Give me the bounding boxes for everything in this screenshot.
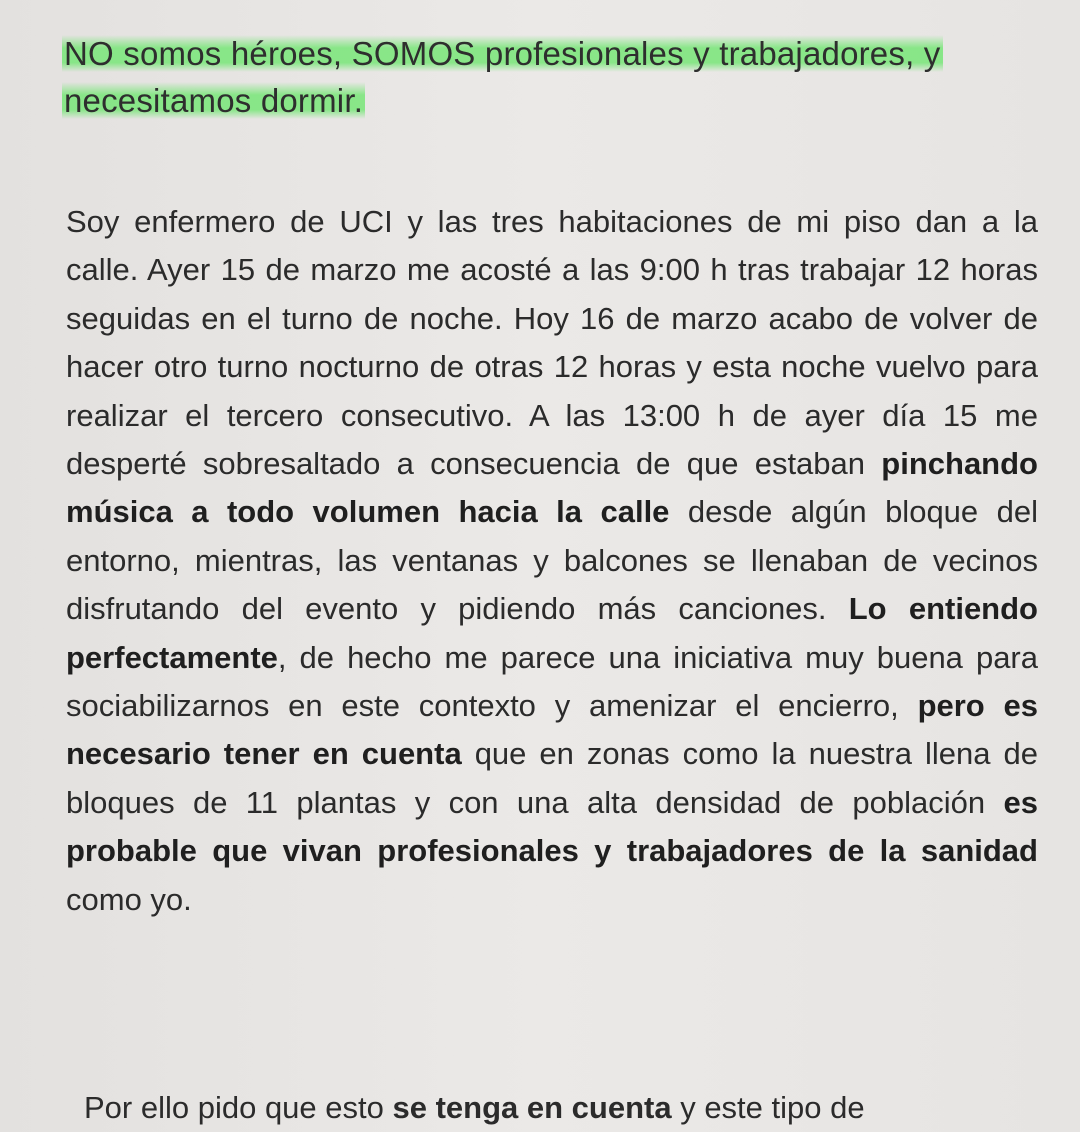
body-paragraph	[66, 198, 1038, 924]
partial-bold-text: se tenga en cuenta	[392, 1090, 672, 1125]
paragraph-bold-text: pero es necesario tener en cuenta	[66, 688, 1039, 772]
paragraph-bold-text: es probable que vivan profesionales y trabajadores de la sanidad	[66, 784, 1038, 869]
headline-line-2: necesitamos dormir.	[64, 82, 364, 119]
headline-line-1: NO somos héroes, SOMOS profesionales y trabajadores, y	[64, 35, 941, 72]
paragraph-bold-text: Lo entiendo perfectamente	[66, 591, 1038, 675]
paragraph-text: Soy enfermero de UCI y las tres habitaciones de mi piso dan a la calle. Ayer 15 de marzo me acosté a las 9:00 h tras trabajar 12 horas seguidas en el turno de noche. Hoy 16 de marzo acabo de volver de hacer otro turno nocturno de otras 12 horas y esta noche vuelvo para realizar el tercero consecutivo. A las 13:00 h de ayer día 15 me desperté sobresaltado a consecuencia de que estaban	[66, 204, 1038, 482]
paragraph-bold-text: pinchando música a todo volumen hacia la calle	[66, 446, 1038, 530]
partial-text: Por ello pido que esto	[84, 1090, 393, 1125]
partial-text: y este tipo de	[671, 1090, 865, 1125]
paragraph-text: , de hecho me parece una iniciativa muy buena para sociabilizarnos en este contexto y amenizar el encierro,	[66, 639, 1038, 724]
headline	[62, 30, 1052, 124]
paragraph-text: que en zonas como la nuestra llena de bloques de 11 plantas y con una alta densidad de población	[66, 736, 1038, 820]
paragraph-text: como yo.	[66, 881, 192, 917]
paragraph-text: desde algún bloque del entorno, mientras, las ventanas y balcones se llenaban de vecinos disfrutando del evento y pidiendo más canciones.	[66, 494, 1038, 627]
cut-off-line	[84, 1084, 1044, 1132]
